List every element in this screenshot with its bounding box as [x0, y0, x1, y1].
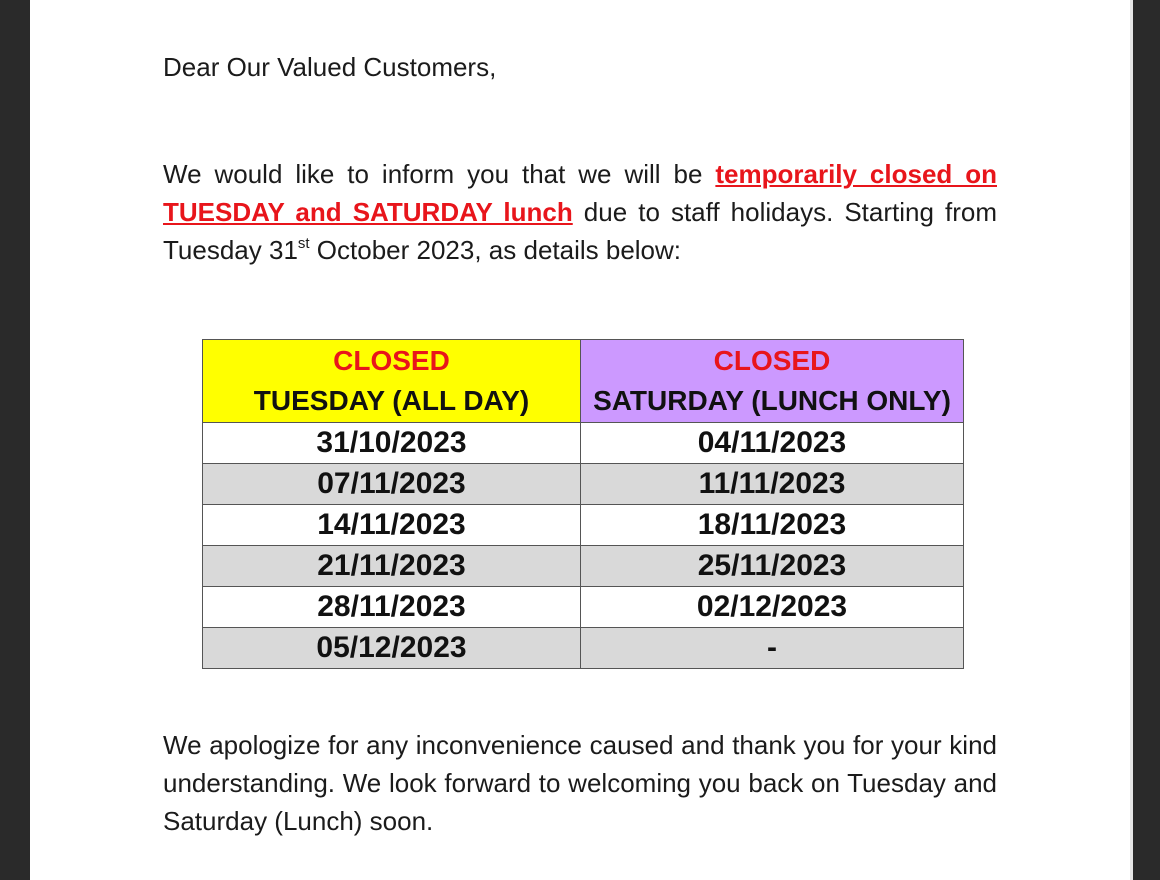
saturday-date: 11/11/2023: [581, 464, 964, 505]
saturday-header: [581, 340, 964, 423]
tuesday-header: [203, 340, 581, 423]
page-edge: [1130, 0, 1133, 880]
table-header-row: [203, 340, 964, 423]
saturday-closed-label: CLOSED: [713, 345, 831, 376]
tuesday-date: 21/11/2023: [203, 546, 581, 587]
saturday-day-label: SATURDAY (LUNCH ONLY): [593, 385, 951, 416]
tuesday-date: 05/12/2023: [203, 628, 581, 669]
saturday-date: 04/11/2023: [581, 423, 964, 464]
table-row: [203, 546, 964, 587]
intro-paragraph: [163, 155, 997, 269]
saturday-date: 18/11/2023: [581, 505, 964, 546]
closure-schedule-table: [202, 339, 964, 669]
table-row: [203, 628, 964, 669]
intro-text-after: due to staff holidays. Starting from Tuesday 31: [163, 197, 997, 265]
table-row: [203, 587, 964, 628]
table-row: [203, 464, 964, 505]
tuesday-date: 28/11/2023: [203, 587, 581, 628]
intro-text-before: We would like to inform you that we will be: [163, 159, 716, 189]
ordinal-suffix: st: [297, 235, 310, 252]
tuesday-date: 31/10/2023: [203, 423, 581, 464]
greeting: Dear Our Valued Customers,: [163, 52, 497, 82]
table-row: [203, 423, 964, 464]
tuesday-date: 14/11/2023: [203, 505, 581, 546]
saturday-date: 02/12/2023: [581, 587, 964, 628]
closing-paragraph: We apologize for any inconvenience caused and thank you for your kind understanding. We look forward to welcoming you back on Tuesday and Saturday (Lunch) soon.: [163, 730, 997, 836]
tuesday-date: 07/11/2023: [203, 464, 581, 505]
tuesday-day-label: TUESDAY (ALL DAY): [253, 385, 530, 416]
closure-highlight: temporarily closed on TUESDAY and SATURDAY lunch: [163, 159, 997, 227]
intro-text-end: October 2023, as details below:: [309, 235, 682, 265]
tuesday-closed-label: CLOSED: [333, 345, 450, 376]
saturday-date: 25/11/2023: [581, 546, 964, 587]
saturday-date: -: [581, 628, 964, 669]
table-row: [203, 505, 964, 546]
